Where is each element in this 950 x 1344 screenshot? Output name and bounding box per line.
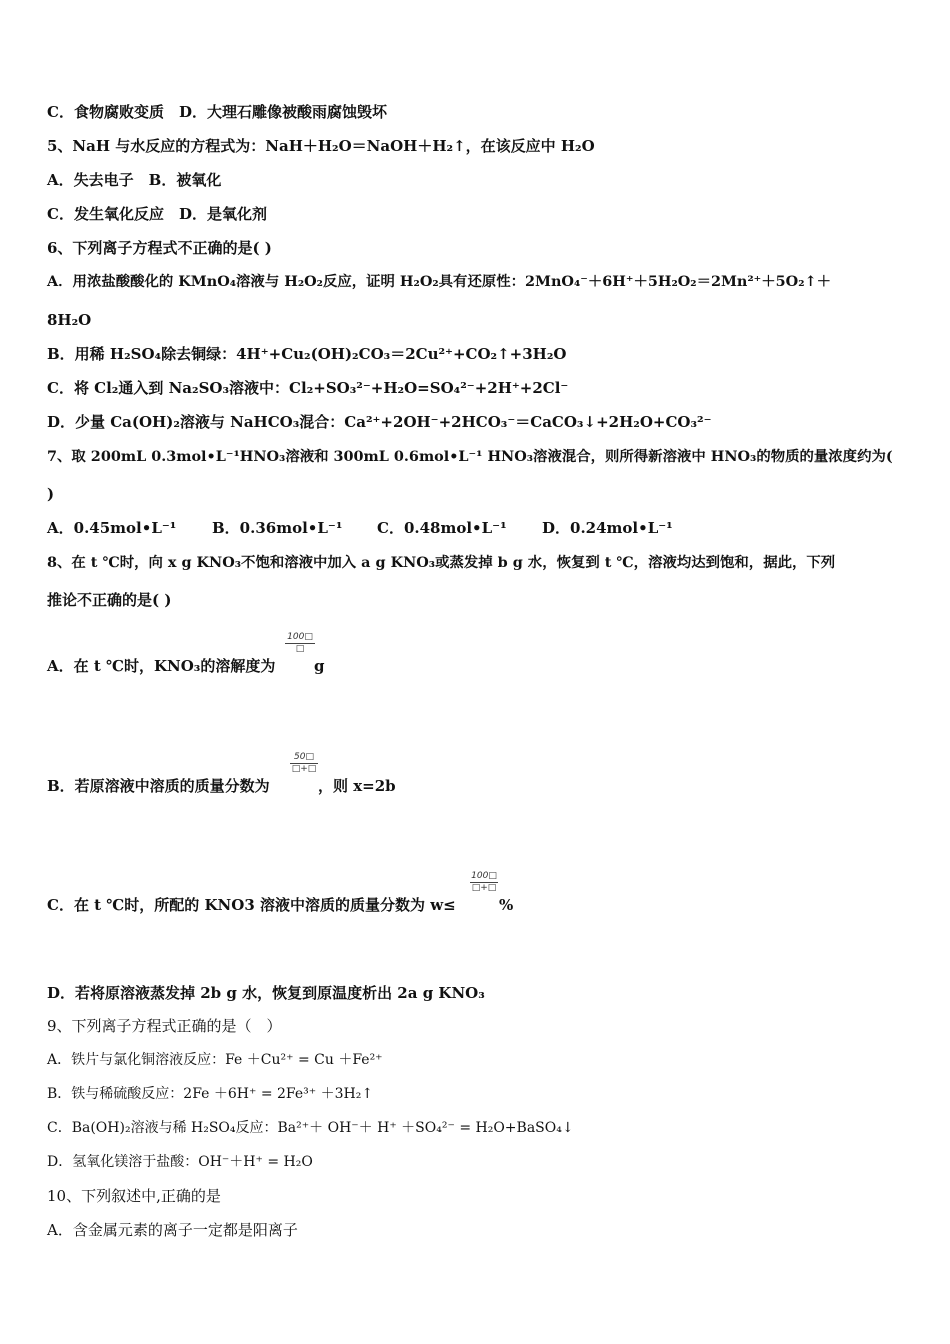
fraction-a-denominator: □ — [295, 644, 305, 654]
q8-option-b-tail: ，则 x=2b — [318, 777, 396, 795]
q8-option-a-text: A．在 t ℃时，KNO₃的溶解度为 — [47, 657, 276, 675]
q6-option-c: C．将 Cl₂通入到 Na₂SO₃溶液中：Cl₂+SO₃²⁻+H₂O=SO₄²⁻+2H⁺+2Cl⁻ — [47, 379, 569, 397]
fraction-a-numerator: 100□ — [285, 632, 315, 644]
q10-option-a: A．含金属元素的离子一定都是阳离子 — [47, 1221, 298, 1239]
fraction-c-numerator: 100□ — [471, 871, 497, 881]
q9-option-d: D．氢氧化镁溶于盐酸：OH⁻＋H⁺ = H₂O — [47, 1154, 313, 1170]
q5-options-cd: C．发生氧化反应 D．是氧化剂 — [47, 205, 267, 223]
q7-option-d: D．0.24mol•L⁻¹ — [542, 519, 673, 537]
fraction-c-denominator: □+□ — [471, 883, 497, 893]
fraction-a — [285, 632, 315, 655]
q9-option-a: A．铁片与氯化铜溶液反应：Fe ＋Cu²⁺ = Cu ＋Fe²⁺ — [47, 1052, 383, 1068]
q8-option-a-unit: g — [314, 657, 325, 675]
q8-option-a — [47, 656, 275, 676]
q4-options-cd: C．食物腐败变质 D．大理石雕像被酸雨腐蚀毁坏 — [47, 103, 387, 121]
q5-stem: 5、NaH 与水反应的方程式为：NaH＋H₂O＝NaOH＋H₂↑，在该反应中 H₂O — [47, 137, 595, 155]
q6-option-b: B．用稀 H₂SO₄除去铜绿：4H⁺+Cu₂(OH)₂CO₃＝2Cu²⁺+CO₂↑+3H₂O — [47, 345, 567, 363]
q7-stem: 7、取 200mL 0.3mol•L⁻¹HNO₃溶液和 300mL 0.6mol•L⁻¹ HNO₃溶液混合，则所得新溶液中 HNO₃的物质的量浓度约为( — [47, 448, 893, 465]
q7-option-c: C．0.48mol•L⁻¹ — [377, 519, 507, 537]
q5-options-ab: A．失去电子 B．被氧化 — [47, 171, 222, 189]
fraction-c — [470, 871, 498, 894]
fraction-b-denominator: □+□ — [291, 764, 317, 774]
q7-stem-cont: ) — [47, 485, 55, 503]
q7-option-b: B．0.36mol•L⁻¹ — [212, 519, 343, 537]
q8-option-c-unit: % — [499, 896, 514, 914]
q8-option-d: D．若将原溶液蒸发掉 2b g 水，恢复到原温度析出 2a g KNO₃ — [47, 984, 485, 1002]
fraction-b — [290, 752, 318, 775]
q6-option-a-cont: 8H₂O — [47, 311, 92, 329]
q9-option-c: C．Ba(OH)₂溶液与稀 H₂SO₄反应：Ba²⁺＋ OH⁻＋ H⁺ ＋SO₄²⁻ = H₂O+BaSO₄↓ — [47, 1120, 574, 1136]
fraction-b-numerator: 50□ — [290, 752, 318, 764]
q8-option-c: C．在 t ℃时，所配的 KNO3 溶液中溶质的质量分数为 w≤ — [47, 896, 456, 914]
q9-option-b: B．铁与稀硫酸反应：2Fe ＋6H⁺ = 2Fe³⁺ ＋3H₂↑ — [47, 1086, 374, 1102]
q7-option-a: A．0.45mol•L⁻¹ — [47, 519, 177, 537]
q8-stem-cont: 推论不正确的是( ) — [47, 591, 172, 609]
q10-stem: 10、下列叙述中,正确的是 — [47, 1187, 221, 1205]
q6-option-a: A．用浓盐酸酸化的 KMnO₄溶液与 H₂O₂反应，证明 H₂O₂具有还原性：2MnO₄⁻＋6H⁺＋5H₂O₂＝2Mn²⁺＋5O₂↑＋ — [47, 273, 831, 290]
q8-option-b: B．若原溶液中溶质的质量分数为 — [47, 777, 270, 795]
q9-stem-text: 9、下列离子方程式正确的是（ ） — [47, 1017, 282, 1035]
q9-stem — [47, 1016, 282, 1036]
q8-stem: 8、在 t ℃时，向 x g KNO₃不饱和溶液中加入 a g KNO₃或蒸发掉 b g 水，恢复到 t ℃，溶液均达到饱和，据此，下列 — [47, 554, 836, 571]
q6-stem: 6、下列离子方程式不正确的是( ) — [47, 239, 272, 257]
q6-option-d: D．少量 Ca(OH)₂溶液与 NaHCO₃混合：Ca²⁺+2OH⁻+2HCO₃⁻＝CaCO₃↓+2H₂O+CO₃²⁻ — [47, 413, 712, 431]
